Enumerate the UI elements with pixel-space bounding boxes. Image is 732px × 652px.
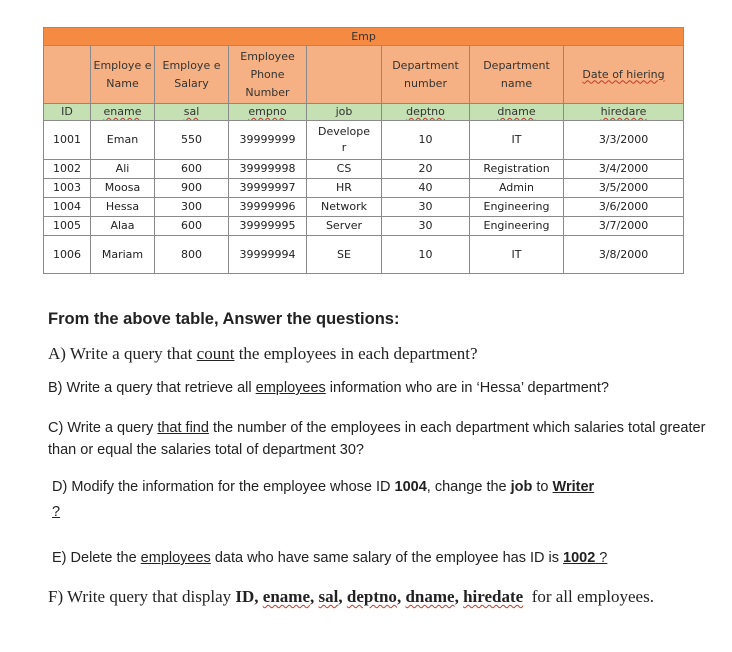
question-keyword: ename: [262, 587, 311, 606]
table-cell: 39999996: [229, 198, 307, 217]
question-text: the employees in each department?: [234, 344, 478, 363]
question-text: to: [532, 479, 553, 495]
questions-heading: From the above table, Answer the questions:: [48, 310, 400, 328]
key-cell: [155, 104, 229, 121]
table-cell: 1001: [44, 121, 91, 160]
header-cell: Employe e Salary: [155, 46, 229, 104]
key-cell: job: [307, 104, 382, 121]
table-cell: 550: [155, 121, 229, 160]
table-cell: 3/6/2000: [564, 198, 684, 217]
question-text: A) Write a query that: [48, 344, 197, 363]
question-mark: ?: [52, 504, 61, 520]
table-cell: 300: [155, 198, 229, 217]
question-d: [52, 479, 712, 495]
table-cell: 40: [382, 179, 470, 198]
question-text: , change the: [426, 479, 511, 495]
table-key-row: [44, 104, 684, 121]
table-row: [44, 121, 684, 160]
table-cell: 3/4/2000: [564, 160, 684, 179]
key-cell: ID: [44, 104, 91, 121]
question-keyword: count: [196, 344, 235, 363]
table-row: [44, 179, 684, 198]
question-text: D) Modify the information for the employee whose ID: [52, 479, 395, 495]
table-cell: 1004: [44, 198, 91, 217]
table-cell: Eman: [91, 121, 155, 160]
table-cell: Ali: [91, 160, 155, 179]
question-f: [48, 587, 708, 607]
table-cell: Engineering: [470, 217, 564, 236]
table-cell: 39999995: [229, 217, 307, 236]
table-cell: 30: [382, 217, 470, 236]
header-cell: Employe e Name: [91, 46, 155, 104]
table-cell: Engineering: [470, 198, 564, 217]
key-text: sal: [183, 105, 200, 118]
key-text: deptno: [406, 105, 445, 118]
question-text: the number of the employees in each department which salaries total greater than or equal the salaries total of department 30?: [48, 420, 706, 458]
table-cell: Admin: [470, 179, 564, 198]
header-cell: Department number: [382, 46, 470, 104]
table-cell: 1006: [44, 236, 91, 274]
key-cell: [382, 104, 470, 121]
table-row: [44, 217, 684, 236]
table-cell: 39999997: [229, 179, 307, 198]
header-cell: [307, 46, 382, 104]
table-header-row: [44, 46, 684, 104]
table-cell: 600: [155, 217, 229, 236]
table-cell: 39999998: [229, 160, 307, 179]
question-text: F) Write query that display: [48, 587, 236, 606]
table-cell: 3/8/2000: [564, 236, 684, 274]
question-keyword: hiredate: [463, 587, 524, 606]
header-cell: Employee Phone Number: [229, 46, 307, 104]
question-keyword: job: [510, 479, 533, 495]
table-cell: Registration: [470, 160, 564, 179]
table-cell: 20: [382, 160, 470, 179]
question-text: B) Write a query that retrieve all: [48, 380, 256, 396]
question-b: [48, 380, 708, 396]
question-keyword: ,: [310, 587, 319, 606]
question-text: information who are in ‘Hessa’ department?: [325, 380, 609, 396]
header-cell: [44, 46, 91, 104]
question-keyword: employees: [140, 550, 211, 566]
table-cell: Alaa: [91, 217, 155, 236]
key-cell: [470, 104, 564, 121]
question-keyword: deptno: [346, 587, 397, 606]
key-text: empno: [248, 105, 287, 118]
table-cell: Moosa: [91, 179, 155, 198]
question-text: data who have same salary of the employee has ID is: [210, 550, 564, 566]
table-cell: IT: [470, 121, 564, 160]
table-cell: Server: [307, 217, 382, 236]
question-keyword: ,: [454, 587, 464, 606]
question-id: 1004: [394, 479, 427, 495]
question-keyword: ID,: [235, 587, 263, 606]
question-d-mark: [52, 504, 712, 520]
table-cell: 1002: [44, 160, 91, 179]
table-cell: Mariam: [91, 236, 155, 274]
question-e: [52, 550, 712, 566]
question-keyword: employees: [255, 380, 326, 396]
table-cell: Develope r: [307, 121, 382, 160]
table-cell: CS: [307, 160, 382, 179]
key-cell: [91, 104, 155, 121]
table-cell: IT: [470, 236, 564, 274]
table-cell: SE: [307, 236, 382, 274]
question-keyword: ,: [338, 587, 347, 606]
table-cell: 39999999: [229, 121, 307, 160]
table-cell: 39999994: [229, 236, 307, 274]
table-cell: 1005: [44, 217, 91, 236]
table-cell: 30: [382, 198, 470, 217]
table-title: Emp: [44, 28, 684, 46]
table-cell: Hessa: [91, 198, 155, 217]
key-cell: [564, 104, 684, 121]
header-cell: [564, 46, 684, 104]
question-text: for all employees.: [523, 587, 654, 606]
question-id: 1002: [563, 550, 596, 566]
header-text: Date of hiering: [582, 67, 665, 81]
key-text: ename: [103, 105, 142, 118]
question-keyword: ,: [396, 587, 406, 606]
table-cell: 800: [155, 236, 229, 274]
header-cell: Department name: [470, 46, 564, 104]
key-text: hiredare: [600, 105, 647, 118]
table-cell: 3/7/2000: [564, 217, 684, 236]
table-cell: 3/3/2000: [564, 121, 684, 160]
table-cell: HR: [307, 179, 382, 198]
question-keyword: that find: [157, 420, 209, 436]
emp-table: [43, 27, 684, 274]
question-keyword: sal: [318, 587, 339, 606]
table-cell: 3/5/2000: [564, 179, 684, 198]
question-keyword: Writer: [552, 479, 595, 495]
table-row: [44, 236, 684, 274]
question-text: C) Write a query: [48, 420, 158, 436]
question-text: ?: [595, 550, 608, 566]
question-keyword: dname: [405, 587, 455, 606]
table-cell: Network: [307, 198, 382, 217]
table-cell: 900: [155, 179, 229, 198]
table-cell: 10: [382, 236, 470, 274]
key-cell: [229, 104, 307, 121]
table-cell: 600: [155, 160, 229, 179]
key-text: dname: [497, 105, 536, 118]
table-row: [44, 160, 684, 179]
question-c: [48, 417, 708, 461]
table-cell: 1003: [44, 179, 91, 198]
table-row: [44, 198, 684, 217]
table-cell: 10: [382, 121, 470, 160]
question-a: [48, 344, 708, 364]
question-text: E) Delete the: [52, 550, 141, 566]
